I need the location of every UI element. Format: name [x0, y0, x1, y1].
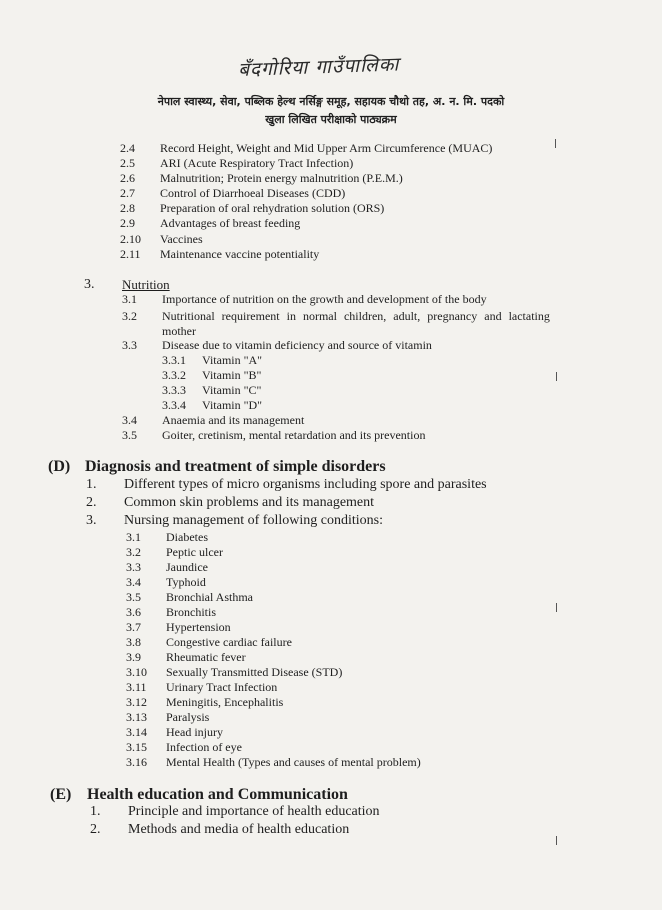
scan-mark	[556, 603, 557, 612]
header-line-1: नेपाल स्वास्थ्य, सेवा, पब्लिक हेल्थ नर्सिङ्ग समूह, सहायक चौथो तह, अ. न. मि. पदको	[157, 95, 505, 108]
scan-mark	[556, 836, 557, 845]
scan-mark	[555, 139, 556, 148]
header-line-2: खुला लिखित परीक्षाको पाठ्यक्रम	[265, 113, 397, 126]
scan-mark	[556, 372, 557, 381]
list-item-continued: mother	[162, 324, 196, 338]
municipality-stamp: बँदगोरिया गाउँपालिका	[237, 53, 400, 82]
document-page: बँदगोरिया गाउँपालिका नेपाल स्वास्थ्य, सेवा, पब्लिक हेल्थ नर्सिङ्ग समूह, सहायक चौथो तह, अ. न. मि. पदको खुला लिखित परीक्षाको पाठ्यक्रम 2.4 Record Height, Weight and Mid Upper Arm Circumference (MUAC) 2.5 ARI (Acute Respiratory Tract Infection) 2.6 Malnutrition; Protein energy malnutrition (P.E.M.) 2.7 Control of Diarrhoeal Diseases (CDD) 2.8 Preparation of oral rehydration solution (ORS) 2.9 Advantages of breast feeding 2.10 Vaccines 2.11 Maintenance vaccine potentiality 3. Nutrition 3.1 Importance of nutrition on the growth and development of the body 3.2 Nutritional requirement in normal children, adult, pregnancy and lactating mother 3.3 Disease due to vitamin deficiency and source of vitamin 3.3.1 Vitamin "A" 3.3.2 Vitamin "B" 3.3.3 Vitamin "C" 3.3.4 Vitamin "D" 3.4 Anaemia and its management 3.5 Goiter, cretinism, mental retardation and its prevention (D) Diagnosis and treatment of simple disorders 1. Different types of micro organisms including spore and parasites 2. Common skin problems and its management 3. Nursing management of following conditions: 3.1 Diabetes 3.2 Peptic ulcer 3.3 Jaundice 3.4 Typhoid 3.5 Bronchial Asthma 3.6 Bronchitis 3.7 Hypertension 3.8 Congestive cardiac failure 3.9 Rheumatic fever 3.10 Sexually Transmitted Disease (STD) 3.11 Urinary Tract Infection 3.12 Meningitis, Encephalitis 3.13 Paralysis 3.14 Head injury 3.15 Infection of eye 3.16 Mental Health (Types and causes of mental problem) (E) Health education and Communication 1. Principle and importance of health education 2. Methods and media of health education	[0, 0, 662, 910]
